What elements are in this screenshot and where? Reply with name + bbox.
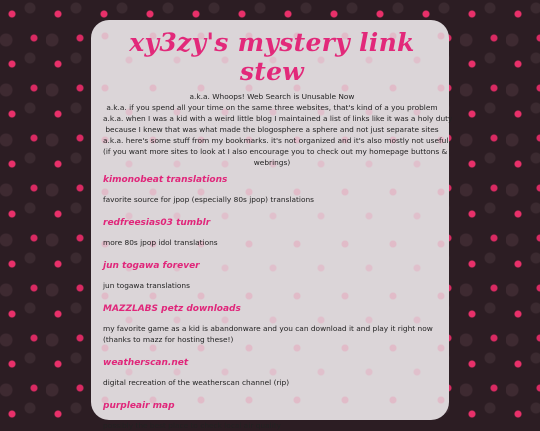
link-kimonobeat-translations[interactable]: kimonobeat translations (103, 175, 228, 185)
link-list (103, 175, 441, 431)
content-panel (91, 20, 453, 430)
link-description: jun togawa translations (103, 281, 190, 290)
link-redfreesias03-tumblr[interactable]: redfreesias03 tumblr (103, 218, 211, 228)
link-description: my favorite game as a kid is abandonware and you can download it and play it right now (thanks to mazz for hosting these!) (103, 324, 433, 344)
link-jun-togawa-forever[interactable]: jun togawa forever (103, 261, 200, 271)
intro-line: because I knew that was what made the blogosphere a sphere and not just separate sites (105, 125, 439, 134)
link-weatherscan-net[interactable]: weatherscan.net (103, 358, 189, 368)
link-purpleair-map[interactable]: purpleair map (103, 401, 175, 411)
intro-line: webrings) (253, 158, 291, 167)
link-description: digital recreation of the weatherscan channel (rip) (103, 378, 290, 387)
intro-line: (if you want more sites to look at I also encourage you to check out my homepage buttons & (103, 147, 448, 156)
intro-text (103, 91, 453, 168)
link-description: possibly the best place to check local air quality (103, 421, 282, 430)
intro-line: a.k.a. Whoops! Web Search is Unusable Now (189, 92, 355, 101)
link-description: favorite source for jpop (especially 80s jpop) translations (103, 195, 315, 204)
intro-line: a.k.a. when I was a kid with a weird little blog I maintained a list of links like it was a holy duty (103, 114, 453, 123)
link-mazzlabs-petz-downloads[interactable]: MAZZLABS petz downloads (103, 304, 241, 314)
intro-line: a.k.a. if you spend all your time on the same three websites, that's kind of a you problem (106, 103, 438, 112)
intro-line: a.k.a. here's some stuff from my bookmarks. it's not organized and it's also mostly not useful. (103, 136, 451, 145)
link-description: more 80s jpop idol translations (103, 238, 218, 247)
page-title: xy3zy's mystery link stew (129, 28, 415, 86)
